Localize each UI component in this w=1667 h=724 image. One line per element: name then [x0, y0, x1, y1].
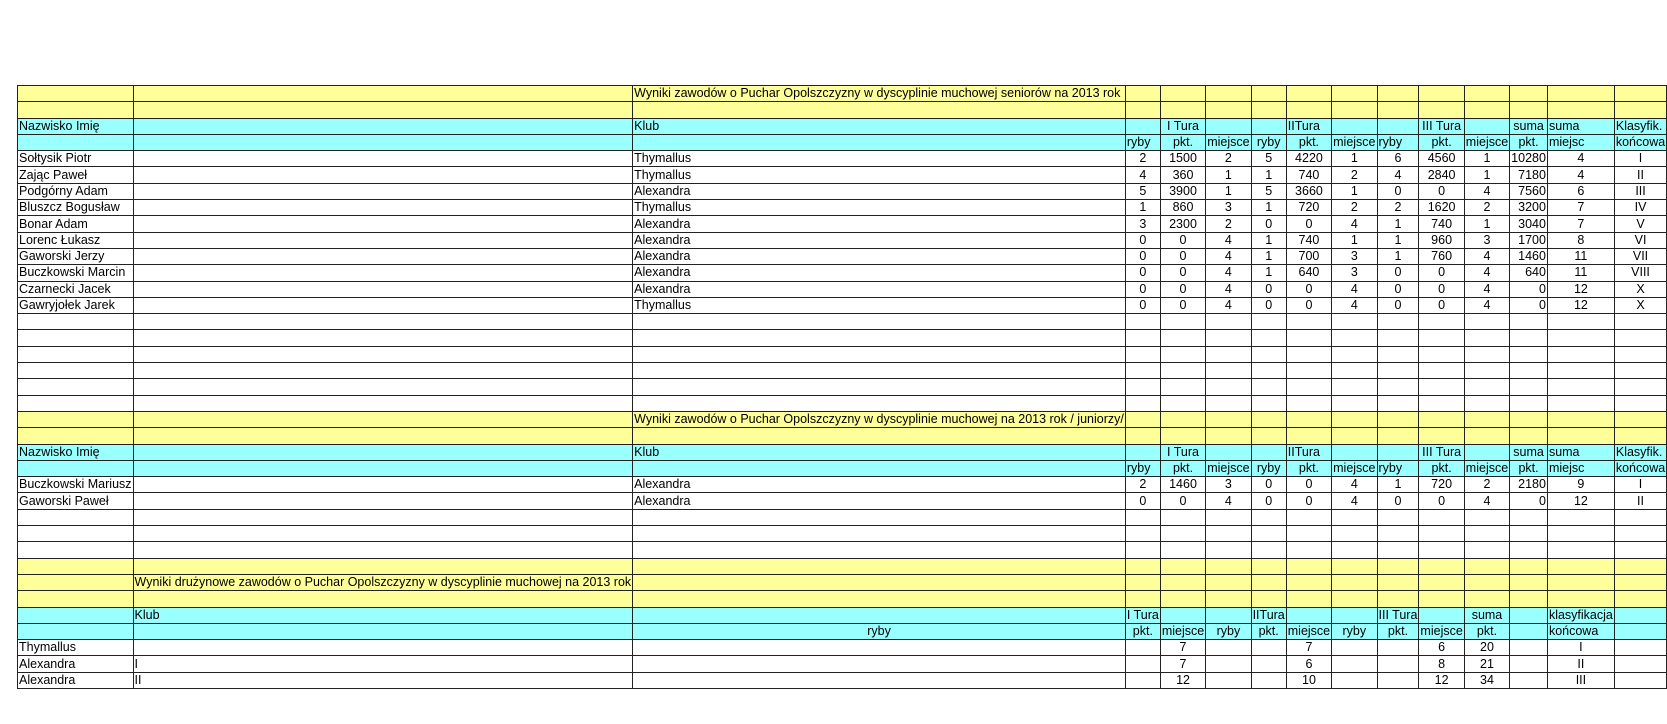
team-sub-fish-2: ryby [1206, 623, 1251, 639]
team-sub-final: końcowa [1547, 623, 1614, 639]
seniors-header-row [18, 118, 1667, 134]
sum-place: 4 [1547, 151, 1614, 167]
sub-pts-3: pkt. [1419, 460, 1464, 476]
place-1: 4 [1206, 281, 1251, 297]
sub-place-3: miejsce [1465, 135, 1509, 150]
fish-3: 0 [1377, 493, 1419, 509]
fish-2: 1 [1251, 248, 1286, 264]
seniors-title: Wyniki zawodów o Puchar Opolszczyzny w dyscyplinie muchowej seniorów na 2013 rok [633, 86, 1126, 102]
place-2: 1 [1332, 232, 1377, 248]
club-name: Thymallus [633, 200, 1126, 216]
header-sum-pts: suma [1510, 118, 1548, 134]
pts-1: 2300 [1160, 216, 1205, 232]
sub-pts-1: pkt. [1160, 134, 1205, 150]
sub-place-2: miejsce [1333, 135, 1376, 150]
team-club: Alexandra [18, 656, 134, 672]
pts-2: 3660 [1286, 183, 1331, 199]
fish-1: 5 [1125, 183, 1160, 199]
fish-3: 0 [1377, 281, 1419, 297]
table-row [18, 151, 1667, 167]
sub-place-1: miejsce [1207, 460, 1250, 475]
table-row [18, 672, 1667, 688]
juniors-rows [18, 477, 1667, 510]
final-class: VII [1614, 248, 1666, 264]
fish-2: 5 [1251, 151, 1286, 167]
pts-1: 3900 [1160, 183, 1205, 199]
pts-3: 0 [1419, 297, 1464, 313]
sub-sum-place: miejsc [1547, 460, 1614, 476]
sum-place: 7 [1547, 200, 1614, 216]
final-class: VIII [1614, 265, 1666, 281]
team-place-3: 6 [1419, 640, 1464, 656]
team-header-round-2: IITura [1252, 607, 1285, 622]
table-row [18, 265, 1667, 281]
team-sub-fish-1: ryby [633, 623, 1126, 639]
team-final-class: III [1547, 672, 1614, 688]
sub-fish-3: ryby [1377, 134, 1419, 150]
team-sub-pts-1: pkt. [1125, 623, 1160, 639]
player-name: Buczkowski Marcin [18, 265, 134, 281]
pts-2: 0 [1286, 493, 1331, 509]
pts-2: 0 [1286, 297, 1331, 313]
sum-pts: 1460 [1510, 248, 1548, 264]
sub-sum-place: miejsc [1547, 134, 1614, 150]
sum-pts: 3200 [1510, 200, 1548, 216]
pts-1: 0 [1160, 493, 1205, 509]
sum-place: 11 [1547, 248, 1614, 264]
final-class: II [1614, 493, 1666, 509]
pts-3: 760 [1419, 248, 1464, 264]
place-1: 1 [1206, 167, 1251, 183]
pts-3: 4560 [1419, 151, 1464, 167]
juniors-subheader-row [18, 460, 1667, 476]
club-name: Alexandra [633, 265, 1126, 281]
place-2: 4 [1332, 297, 1377, 313]
sub-fish-1: ryby [1125, 134, 1160, 150]
place-1: 4 [1206, 232, 1251, 248]
team-club: Alexandra [18, 672, 134, 688]
place-3: 4 [1464, 281, 1509, 297]
teams-subheader-row [18, 623, 1667, 639]
teams-header-row [18, 607, 1667, 623]
place-3: 4 [1464, 265, 1509, 281]
place-1: 3 [1206, 477, 1251, 493]
header-sum-pts: suma [1510, 444, 1548, 460]
table-row [18, 656, 1667, 672]
final-class: X [1614, 281, 1666, 297]
sub-place-2: miejsce [1333, 460, 1376, 475]
pts-2: 640 [1286, 265, 1331, 281]
table-row [18, 200, 1667, 216]
sum-pts: 640 [1510, 265, 1548, 281]
final-class: I [1614, 151, 1666, 167]
club-name: Alexandra [633, 248, 1126, 264]
player-name: Gawryjołek Jarek [18, 297, 134, 313]
pts-3: 0 [1419, 281, 1464, 297]
sum-place: 12 [1547, 493, 1614, 509]
pts-3: 2840 [1419, 167, 1464, 183]
sum-pts: 10280 [1511, 151, 1546, 166]
final-class: IV [1614, 200, 1666, 216]
juniors-title-row [18, 411, 1667, 427]
fish-1: 0 [1125, 265, 1160, 281]
sub-fish-2: ryby [1251, 460, 1286, 476]
player-name: Bonar Adam [18, 216, 134, 232]
final-class: II [1614, 167, 1666, 183]
header-round-3: III Tura [1419, 444, 1464, 460]
pts-2: 720 [1286, 200, 1331, 216]
table-row [18, 183, 1667, 199]
sum-place: 7 [1547, 216, 1614, 232]
fish-3: 0 [1377, 183, 1419, 199]
fish-2: 1 [1251, 167, 1286, 183]
team-header-round-1: I Tura [1126, 607, 1159, 622]
team-place-3: 8 [1419, 656, 1464, 672]
pts-2: 0 [1286, 216, 1331, 232]
place-2: 4 [1332, 493, 1377, 509]
fish-3: 6 [1377, 151, 1419, 167]
header-round-2: IITura [1286, 118, 1331, 134]
fish-2: 5 [1251, 183, 1286, 199]
team-place-1: 7 [1160, 656, 1205, 672]
sub-pts-2: pkt. [1286, 460, 1331, 476]
fish-2: 1 [1251, 265, 1286, 281]
sum-pts: 7560 [1510, 183, 1548, 199]
header-name: Nazwisko Imię [18, 118, 134, 134]
final-class: VI [1614, 232, 1666, 248]
sum-place: 4 [1547, 167, 1614, 183]
sub-sum-pts: pkt. [1510, 460, 1548, 476]
team-header-sum: suma [1464, 607, 1509, 623]
club-name: Alexandra [633, 232, 1126, 248]
team-header-round-3: III Tura [1378, 607, 1418, 622]
table-row [18, 167, 1667, 183]
place-2: 3 [1332, 265, 1377, 281]
pts-1: 0 [1160, 297, 1205, 313]
fish-2: 0 [1251, 216, 1286, 232]
pts-1: 0 [1160, 248, 1205, 264]
final-class: V [1614, 216, 1666, 232]
team-final-class: II [1547, 656, 1614, 672]
pts-1: 0 [1160, 281, 1205, 297]
teams-title-row [18, 574, 1667, 590]
player-name: Buczkowski Mariusz [19, 477, 132, 492]
table-row [18, 281, 1667, 297]
pts-2: 700 [1286, 248, 1331, 264]
place-1: 4 [1206, 265, 1251, 281]
fish-2: 1 [1251, 232, 1286, 248]
place-1: 4 [1206, 248, 1251, 264]
header-round-1: I Tura [1160, 444, 1205, 460]
team-final-class: I [1547, 640, 1614, 656]
sum-pts: 7180 [1510, 167, 1548, 183]
teams-rows [18, 640, 1667, 689]
fish-3: 0 [1377, 297, 1419, 313]
sum-place: 11 [1547, 265, 1614, 281]
place-2: 2 [1332, 200, 1377, 216]
team-place-2: 6 [1286, 656, 1331, 672]
pts-2: 4220 [1286, 151, 1331, 167]
seniors-title-row [18, 86, 1667, 102]
table-row [18, 248, 1667, 264]
final-class: X [1614, 297, 1666, 313]
fish-3: 0 [1377, 265, 1419, 281]
fish-3: 4 [1377, 167, 1419, 183]
sum-place: 8 [1547, 232, 1614, 248]
team-header-classification: klasyfikacja [1548, 607, 1613, 622]
player-name: Zając Paweł [18, 167, 134, 183]
player-name: Czarnecki Jacek [18, 281, 134, 297]
pts-1: 0 [1160, 232, 1205, 248]
place-1: 1 [1206, 183, 1251, 199]
sub-sum-pts: pkt. [1510, 134, 1548, 150]
header-club: Klub [633, 118, 1126, 134]
sum-pts: 0 [1510, 493, 1548, 509]
fish-2: 0 [1251, 477, 1286, 493]
fish-1: 2 [1125, 477, 1160, 493]
place-3: 4 [1464, 297, 1509, 313]
pts-3: 0 [1419, 493, 1464, 509]
fish-3: 1 [1377, 477, 1419, 493]
team-place-1: 12 [1160, 672, 1205, 688]
sum-pts: 3040 [1510, 216, 1548, 232]
table-row [18, 477, 1667, 493]
header-name: Nazwisko Imię [18, 444, 134, 460]
sum-place: 12 [1547, 281, 1614, 297]
place-3: 1 [1464, 151, 1509, 167]
team-sub-pts-2: pkt. [1251, 623, 1286, 639]
team-sub: II [133, 672, 633, 688]
fish-2: 0 [1251, 493, 1286, 509]
club-name: Alexandra [633, 183, 1126, 199]
team-header-club: Klub [133, 607, 633, 623]
team-sub-place-2: miejsce [1287, 623, 1331, 638]
sub-fish-2: ryby [1251, 134, 1286, 150]
place-3: 4 [1464, 183, 1509, 199]
place-3: 2 [1464, 477, 1509, 493]
table-row [18, 232, 1667, 248]
pts-3: 0 [1419, 183, 1464, 199]
club-name: Alexandra [633, 493, 1126, 509]
fish-2: 0 [1251, 281, 1286, 297]
pts-3: 720 [1419, 477, 1464, 493]
team-sum: 20 [1464, 640, 1509, 656]
place-3: 3 [1464, 232, 1509, 248]
pts-1: 1460 [1160, 477, 1205, 493]
sub-pts-1: pkt. [1160, 460, 1205, 476]
seniors-rows [18, 151, 1667, 314]
place-2: 4 [1332, 216, 1377, 232]
fish-3: 1 [1377, 216, 1419, 232]
sub-final: końcowa [1615, 460, 1666, 475]
place-1: 4 [1206, 297, 1251, 313]
fish-1: 0 [1125, 297, 1160, 313]
sum-place: 12 [1547, 297, 1614, 313]
header-classification: Klasyfik. [1614, 444, 1666, 460]
player-name: Gaworski Paweł [18, 493, 134, 509]
team-place-3: 12 [1419, 672, 1464, 688]
fish-2: 0 [1251, 297, 1286, 313]
place-2: 2 [1332, 167, 1377, 183]
header-sum-place: suma [1547, 444, 1614, 460]
fish-1: 1 [1125, 200, 1160, 216]
player-name: Gaworski Jerzy [18, 248, 134, 264]
pts-2: 740 [1286, 167, 1331, 183]
header-round-1: I Tura [1160, 118, 1205, 134]
pts-3: 0 [1419, 265, 1464, 281]
place-3: 2 [1464, 200, 1509, 216]
header-sum-place: suma [1547, 118, 1614, 134]
fish-3: 1 [1377, 248, 1419, 264]
place-1: 2 [1206, 216, 1251, 232]
table-row [18, 493, 1667, 509]
team-sub-pts-3: pkt. [1377, 623, 1419, 639]
place-1: 3 [1206, 200, 1251, 216]
fish-1: 0 [1125, 281, 1160, 297]
team-sub-sum-pts: pkt. [1464, 623, 1509, 639]
place-3: 1 [1464, 216, 1509, 232]
team-place-2: 10 [1286, 672, 1331, 688]
sub-place-3: miejsce [1465, 460, 1509, 475]
fish-3: 2 [1377, 200, 1419, 216]
fish-1: 0 [1125, 493, 1160, 509]
place-2: 1 [1332, 183, 1377, 199]
pts-1: 860 [1160, 200, 1205, 216]
player-name: Podgórny Adam [18, 183, 134, 199]
team-place-2: 7 [1286, 640, 1331, 656]
sum-place: 9 [1547, 477, 1614, 493]
sub-pts-3: pkt. [1419, 134, 1464, 150]
club-name: Alexandra [633, 216, 1126, 232]
place-1: 4 [1206, 493, 1251, 509]
teams-title: Wyniki drużynowe zawodów o Puchar Opolszczyzny w dyscyplinie muchowej na 2013 rok [134, 575, 632, 590]
header-classification: Klasyfik. [1614, 118, 1666, 134]
pts-3: 740 [1419, 216, 1464, 232]
club-name: Thymallus [633, 297, 1126, 313]
sub-fish-1: ryby [1125, 460, 1160, 476]
sum-pts: 0 [1510, 281, 1548, 297]
place-1: 2 [1206, 151, 1251, 167]
pts-1: 360 [1160, 167, 1205, 183]
place-2: 4 [1332, 477, 1377, 493]
team-place-1: 7 [1160, 640, 1205, 656]
team-sub-place-1: miejsce [1161, 623, 1205, 638]
fish-1: 0 [1125, 232, 1160, 248]
pts-3: 1620 [1419, 200, 1464, 216]
fish-2: 1 [1251, 200, 1286, 216]
table-row [18, 640, 1667, 656]
team-club: Thymallus [18, 640, 134, 656]
pts-1: 0 [1160, 265, 1205, 281]
header-round-3: III Tura [1419, 118, 1464, 134]
place-3: 4 [1464, 493, 1509, 509]
club-name: Alexandra [633, 281, 1126, 297]
sum-pts: 2180 [1510, 477, 1548, 493]
pts-2: 0 [1286, 477, 1331, 493]
results-spreadsheet [17, 85, 1667, 689]
juniors-title: Wyniki zawodów o Puchar Opolszczyzny w dyscyplinie muchowej na 2013 rok / juniorzy/ [634, 412, 1124, 427]
header-round-2: IITura [1286, 444, 1331, 460]
table-row [18, 297, 1667, 313]
place-3: 4 [1464, 248, 1509, 264]
juniors-header-row [18, 444, 1667, 460]
fish-1: 4 [1125, 167, 1160, 183]
team-sum: 21 [1464, 656, 1509, 672]
sub-pts-2: pkt. [1286, 134, 1331, 150]
club-name: Thymallus [633, 167, 1126, 183]
seniors-subheader-row [18, 134, 1667, 150]
place-2: 4 [1332, 281, 1377, 297]
pts-1: 1500 [1160, 151, 1205, 167]
final-class: I [1614, 477, 1666, 493]
team-sum: 34 [1464, 672, 1509, 688]
place-3: 1 [1464, 167, 1509, 183]
sub-place-1: miejsce [1207, 135, 1250, 150]
pts-2: 740 [1286, 232, 1331, 248]
place-2: 1 [1332, 151, 1377, 167]
fish-1: 2 [1125, 151, 1160, 167]
place-2: 3 [1332, 248, 1377, 264]
player-name: Sołtysik Piotr [18, 151, 134, 167]
club-name: Alexandra [633, 477, 1126, 493]
fish-1: 3 [1125, 216, 1160, 232]
header-club: Klub [633, 444, 1126, 460]
sum-place: 6 [1547, 183, 1614, 199]
sub-fish-3: ryby [1377, 460, 1419, 476]
team-sub-place-3: miejsce [1420, 623, 1463, 638]
final-class: III [1614, 183, 1666, 199]
team-sub-fish-3: ryby [1332, 623, 1377, 639]
player-name: Bluszcz Bogusław [18, 200, 134, 216]
table-row [18, 216, 1667, 232]
fish-3: 1 [1377, 232, 1419, 248]
sub-final: końcowa [1615, 135, 1666, 150]
pts-2: 0 [1286, 281, 1331, 297]
fish-1: 0 [1125, 248, 1160, 264]
pts-3: 960 [1419, 232, 1464, 248]
sum-pts: 1700 [1510, 232, 1548, 248]
club-name: Thymallus [633, 151, 1126, 167]
team-sub: I [133, 656, 633, 672]
sum-pts: 0 [1510, 297, 1548, 313]
team-sub [133, 640, 633, 656]
player-name: Lorenc Łukasz [18, 232, 134, 248]
